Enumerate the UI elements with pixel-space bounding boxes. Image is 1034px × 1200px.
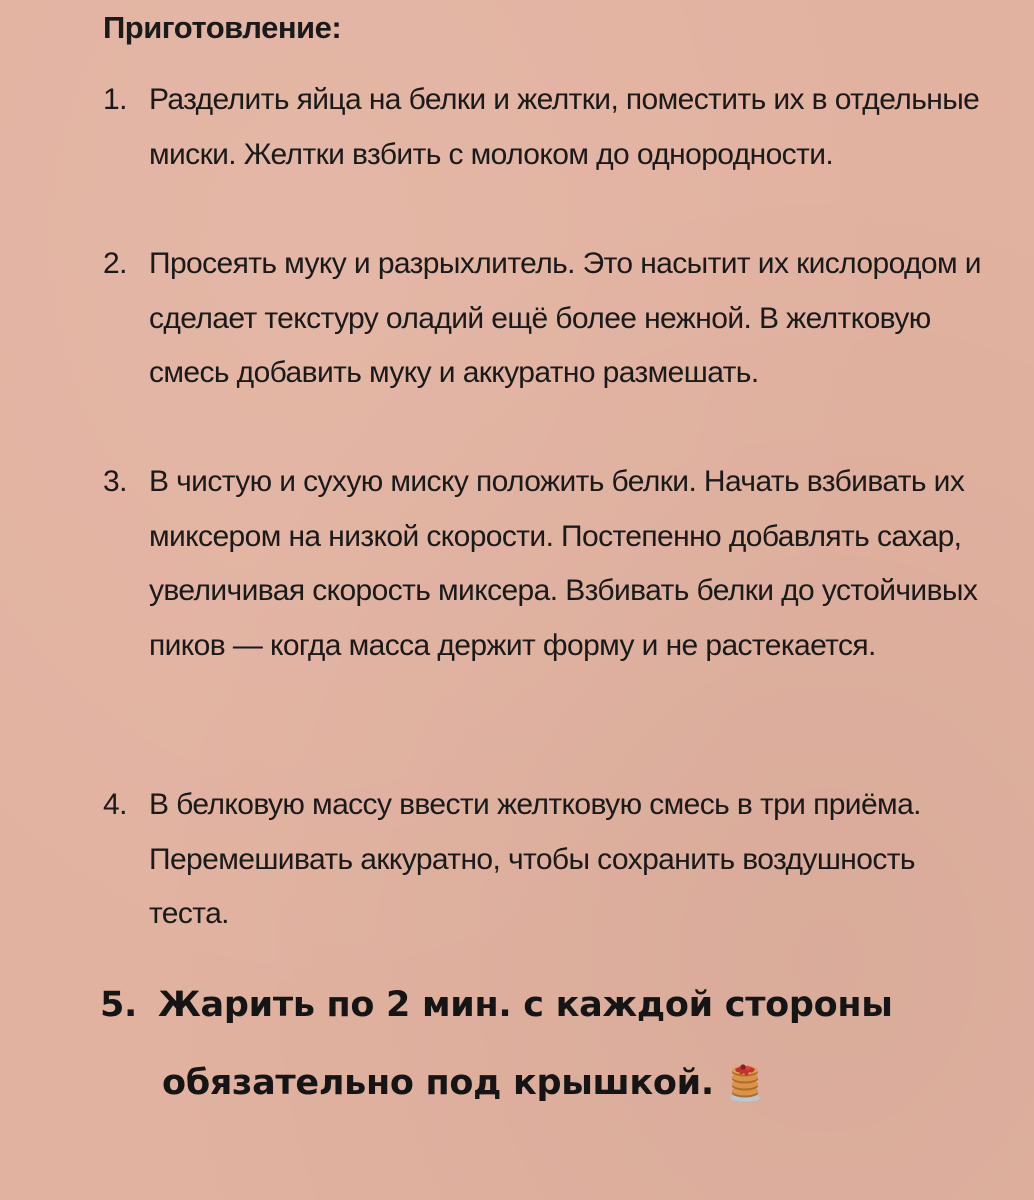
step-number: 2. bbox=[103, 247, 127, 280]
step-number: 1. bbox=[103, 83, 127, 116]
list-item bbox=[103, 778, 983, 942]
step-number: 4. bbox=[103, 788, 127, 821]
step-text: Разделить яйца на белки и желтки, поместить их в отдельные миски. Желтки взбить с молоком до однородности. bbox=[149, 83, 980, 171]
step-number: 3. bbox=[103, 465, 127, 498]
list-item bbox=[103, 455, 983, 673]
section-heading: Приготовление: bbox=[103, 10, 342, 45]
step-text: Просеять муку и разрыхлитель. Это насытит их кислородом и сделает текстуру оладий ещё более нежной. В желтковую смесь добавить муку и аккуратно размешать. bbox=[149, 247, 981, 389]
final-step-line-2 bbox=[162, 1061, 768, 1107]
list-item bbox=[103, 73, 983, 182]
pancakes-icon bbox=[722, 1057, 768, 1103]
final-step-line-1 bbox=[100, 985, 893, 1025]
step-text: В белковую массу ввести желтковую смесь в три приёма. Перемешивать аккуратно, чтобы сохранить воздушность теста. bbox=[149, 788, 921, 930]
list-item bbox=[103, 237, 983, 401]
final-step-text: обязательно под крышкой. bbox=[162, 1063, 714, 1103]
step-text: В чистую и сухую миску положить белки. Начать взбивать их миксером на низкой скорости. Постепенно добавлять сахар, увеличивая скорость миксера. Взбивать белки до устойчивых пиков — когда масса держит форму и не растекается. bbox=[149, 465, 978, 662]
step-number: 5. bbox=[100, 985, 138, 1025]
final-step-text: Жарить по 2 мин. с каждой стороны bbox=[158, 985, 893, 1025]
